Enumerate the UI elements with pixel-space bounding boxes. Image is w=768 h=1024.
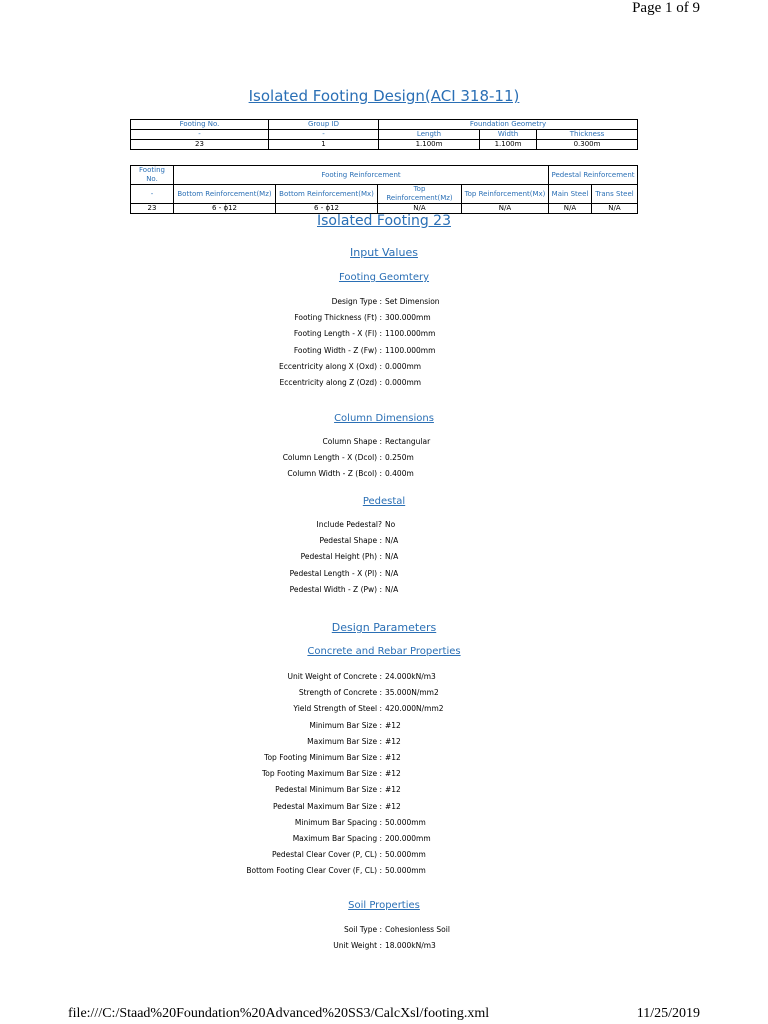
field-value: #12 [385,720,401,730]
table-header-cell: Footing Reinforcement [174,166,549,185]
field-value: 0.250m [385,453,414,463]
table-header-cell: Top Reinforcement(Mx) [462,185,549,204]
field-value: #12 [385,753,401,762]
table-row [131,204,638,214]
field-label: Eccentricity along X (Oxd) : [279,361,382,371]
field-label: Pedestal Length - X (Pl) : [289,568,382,578]
field-value: 0.000mm [385,378,422,387]
field-value: Set Dimension [385,297,440,306]
table-cell: N/A [549,204,592,214]
pedestal-heading: Pedestal [362,496,406,507]
field-label: Design Type : [331,297,382,306]
column-heading: Column Dimensions [334,413,434,424]
table-header-row [131,166,638,185]
field-label: Pedestal Shape : [319,536,382,546]
footing-title: Isolated Footing 23 [317,213,451,229]
field-label: Soil Type : [343,925,382,934]
field-value: #12 [385,769,401,779]
table-header-cell: - [269,130,379,140]
field-value: 1100.000mm [385,345,436,355]
field-value: 50.000mm [385,817,426,827]
field-label: Footing Length - X (Fl) : [293,329,382,339]
geometry-heading: Footing Geomtery [338,272,430,283]
footer-date: 11/25/2019 [636,1006,700,1021]
table-header-cell: - [131,185,174,204]
field-label: Minimum Bar Spacing : [294,817,382,827]
field-label: Pedestal Clear Cover (P, CL) : [272,850,382,860]
field-value: Rectangular [385,437,431,446]
table-subheader-row [131,185,638,204]
field-label: Yield Strength of Steel : [293,704,382,714]
field-value: 50.000mm [385,866,426,876]
field-value: N/A [385,568,399,578]
table-subheader-row [131,130,638,140]
field-value: N/A [385,552,399,562]
field-label: Eccentricity along Z (Ozd) : [279,378,382,387]
field-label: Pedestal Minimum Bar Size : [275,785,382,795]
field-label: Pedestal Width - Z (Pw) : [289,584,382,594]
input-values-heading: Input Values [350,246,418,259]
field-label: Pedestal Height (Ph) : [300,552,382,562]
page-number: Page 1 of 9 [632,0,700,16]
field-label: Pedestal Maximum Bar Size : [272,801,382,811]
field-value: 24.000kN/m3 [385,672,436,681]
table-cell: 1 [269,140,379,150]
table-header-cell: Thickness [537,130,638,140]
field-label: Footing Thickness (Ft) : [294,313,382,323]
table-header-cell: Footing No. [131,166,174,185]
table-header-cell: Group ID [269,120,379,130]
field-value: N/A [385,536,399,546]
field-label: Top Footing Minimum Bar Size : [264,753,382,762]
field-label: Unit Weight of Concrete : [287,672,382,681]
table-cell: 6 - ϕ12 [174,204,276,214]
page-title: Isolated Footing Design(ACI 318-11) [248,87,520,105]
field-value: 0.000mm [385,361,422,371]
table-header-cell: - [131,130,269,140]
table-header-cell: Width [480,130,537,140]
field-label: Column Length - X (Dcol) : [282,453,382,463]
field-label: Footing Width - Z (Fw) : [293,345,382,355]
table-cell: 23 [131,140,269,150]
reinforcement-summary-table [130,165,638,214]
field-value: 0.400m [385,469,414,479]
field-label: Strength of Concrete : [298,688,382,698]
field-label: Minimum Bar Size : [309,720,382,730]
field-label: Maximum Bar Spacing : [292,834,382,843]
field-label: Column Width - Z (Bcol) : [287,469,382,479]
field-label: Maximum Bar Size : [307,736,382,746]
table-header-cell: Pedestal Reinforcement [549,166,638,185]
table-header-cell: Length [379,130,480,140]
field-value: 420.000N/mm2 [385,704,444,714]
table-header-cell: Foundation Geometry [379,120,638,130]
footer-file-path: file:///C:/Staad%20Foundation%20Advanced%20SS3/CalcXsl/footing.xml [68,1006,490,1021]
field-label: Bottom Footing Clear Cover (F, CL) : [246,866,382,876]
table-row [131,140,638,150]
field-label: Column Shape : [322,437,382,446]
field-value: 18.000kN/m3 [385,941,436,951]
table-cell: N/A [378,204,462,214]
field-value: #12 [385,801,401,811]
field-value: #12 [385,785,401,795]
field-value: 50.000mm [385,850,426,860]
table-cell: N/A [592,204,638,214]
table-cell: N/A [462,204,549,214]
field-value: N/A [385,584,399,594]
footing-summary-table [130,119,638,150]
table-cell: 23 [131,204,174,214]
table-cell: 1.100m [480,140,537,150]
field-value: No [385,520,396,529]
table-header-row [131,120,638,130]
field-value: Cohesionless Soil [385,925,450,934]
table-header-cell: Bottom Reinforcement(Mx) [276,185,378,204]
table-cell: 1.100m [379,140,480,150]
table-cell: 0.300m [537,140,638,150]
table-header-cell: Bottom Reinforcement(Mz) [174,185,276,204]
table-header-cell: Trans Steel [592,185,638,204]
field-label: Top Footing Maximum Bar Size : [261,769,382,779]
soil-heading: Soil Properties [348,900,420,911]
field-value: 200.000mm [385,834,431,843]
design-parameters-heading: Design Parameters [331,621,437,634]
field-value: 1100.000mm [385,329,436,339]
field-value: #12 [385,736,401,746]
field-value: 35.000N/mm2 [385,688,439,698]
table-header-cell: Top Reinforcement(Mz) [378,185,462,204]
concrete-heading: Concrete and Rebar Properties [307,646,461,657]
table-header-cell: Main Steel [549,185,592,204]
table-header-cell: Footing No. [131,120,269,130]
field-value: 300.000mm [385,313,431,323]
field-label: Unit Weight : [333,941,382,951]
field-label: Include Pedestal? [316,520,382,529]
table-cell: 6 - ϕ12 [276,204,378,214]
